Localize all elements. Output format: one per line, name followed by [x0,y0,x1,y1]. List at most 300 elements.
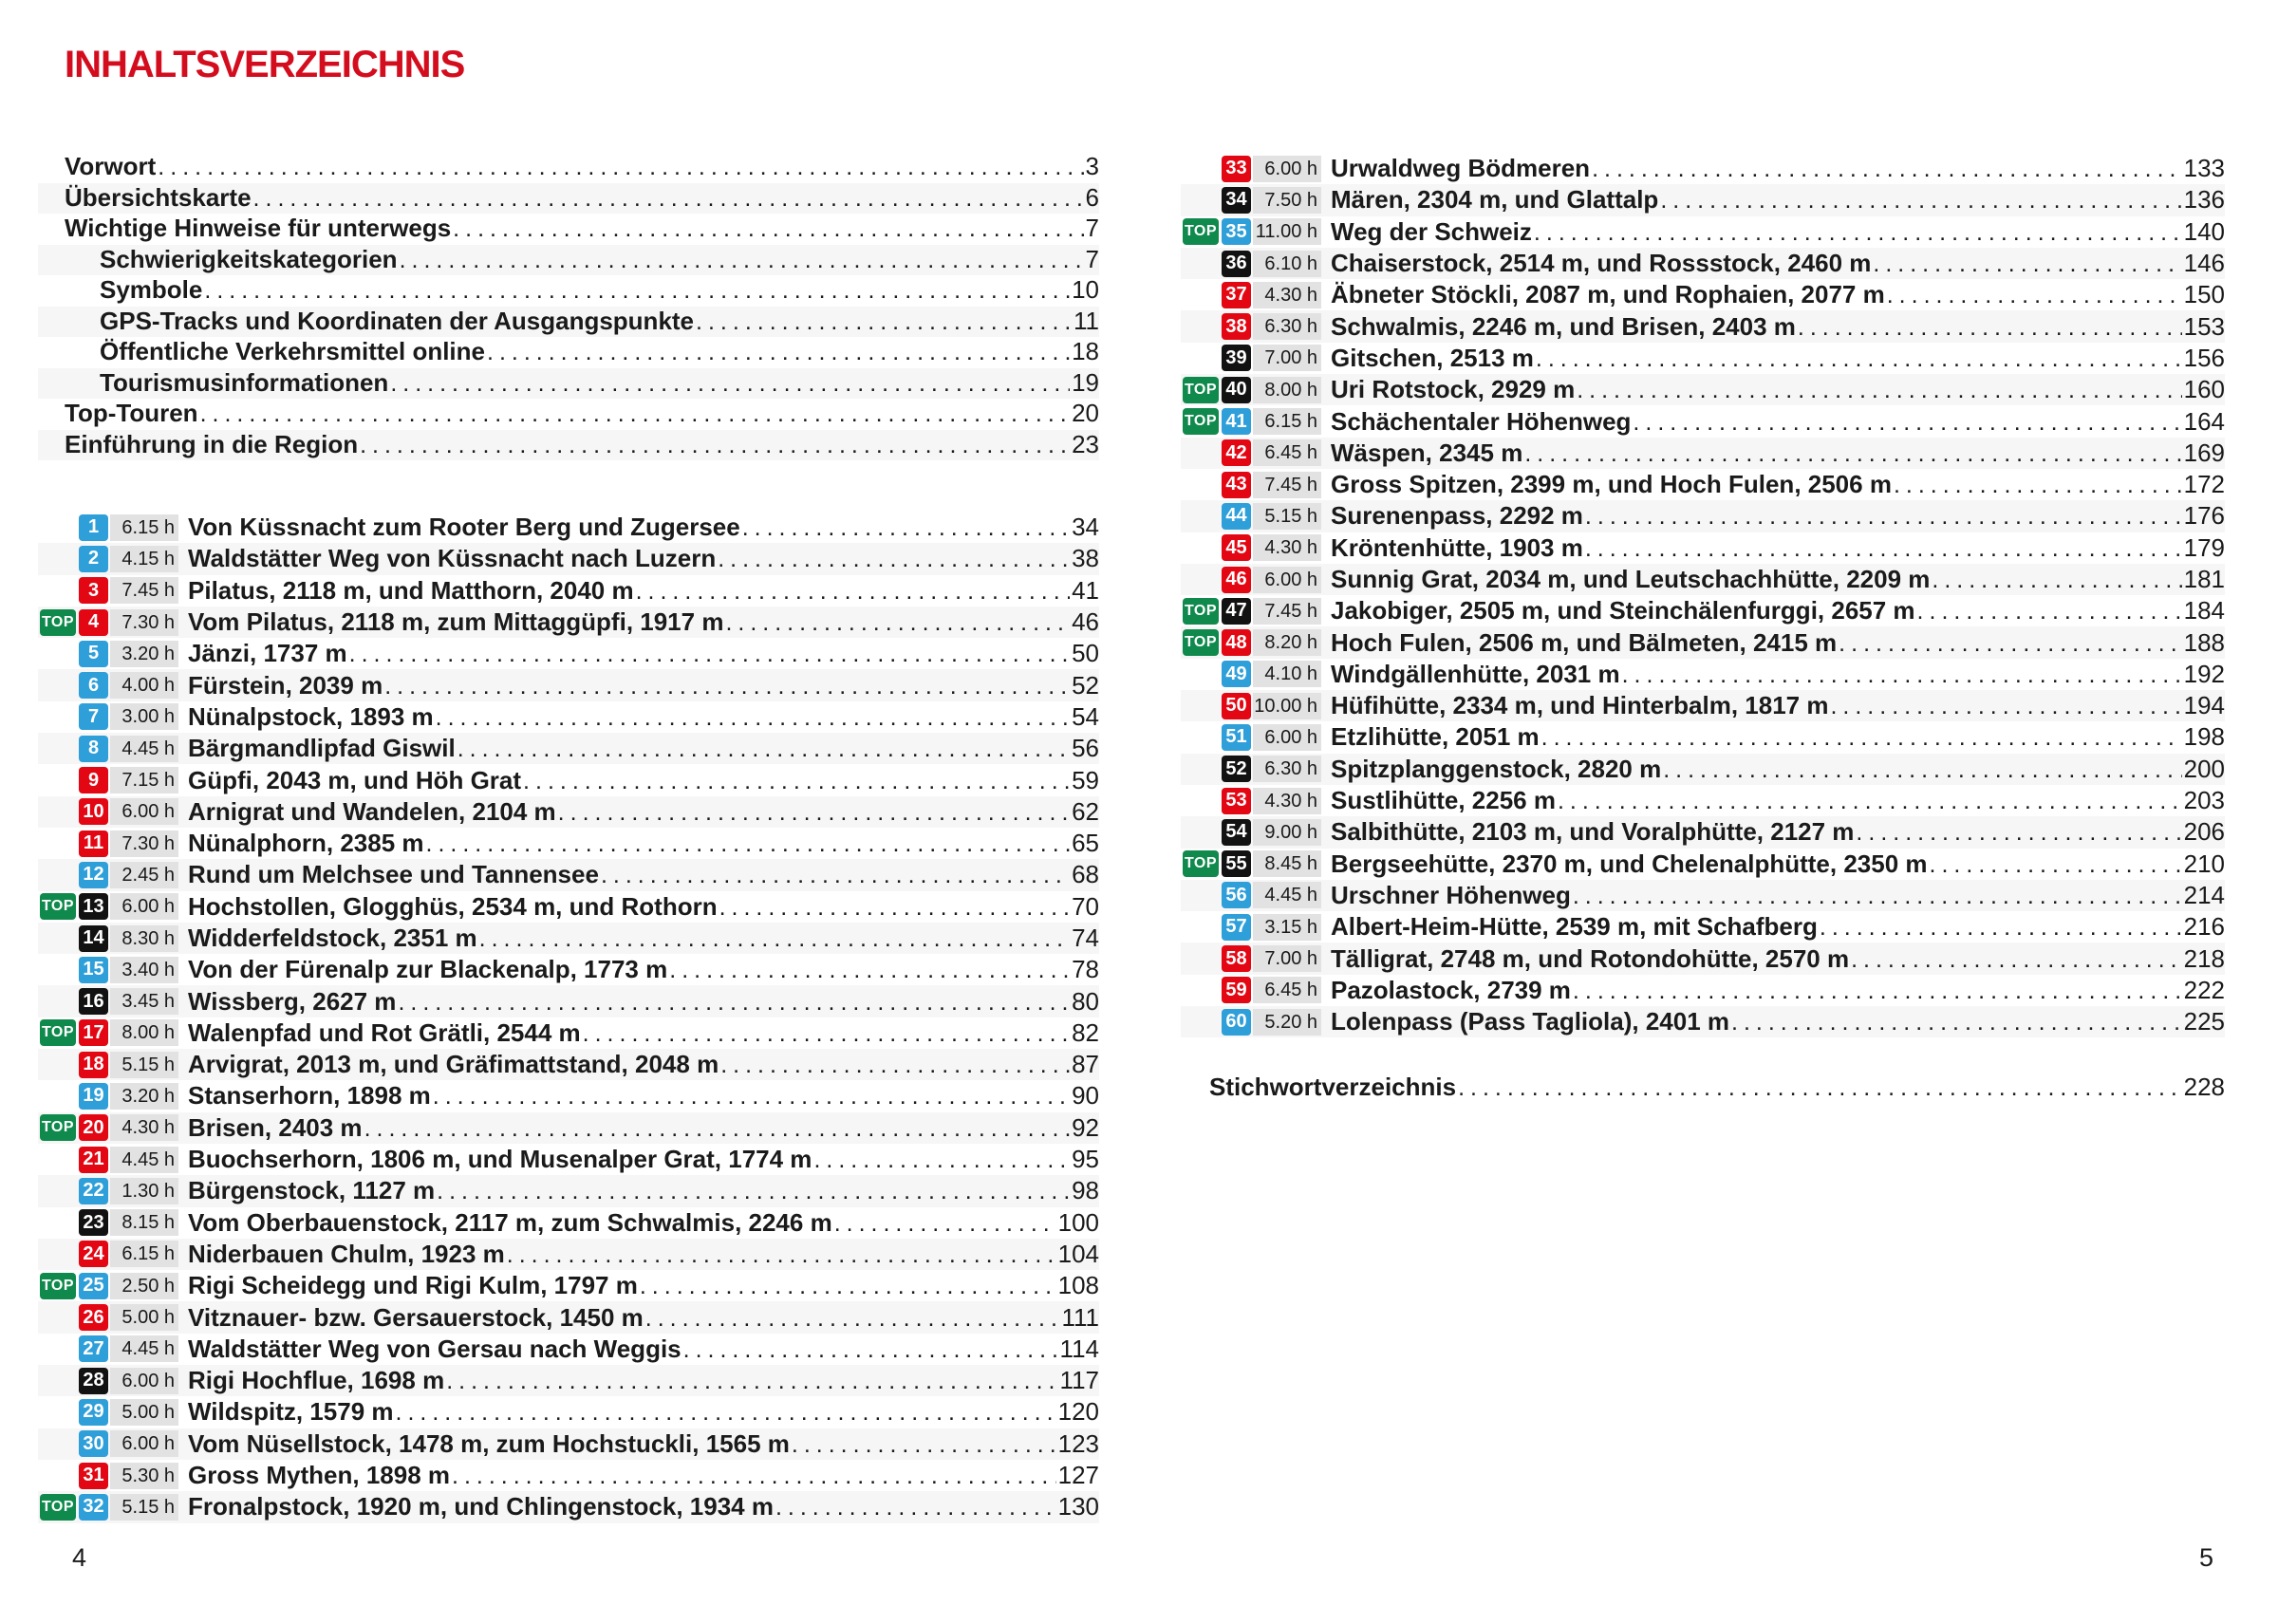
dot-leader [457,736,1070,763]
dot-leader [1458,1074,2182,1102]
tour-duration: 8.00 h [110,1019,178,1046]
toc-intro-row [38,152,1099,183]
tour-page-number: 98 [1072,1176,1099,1205]
tour-page-number: 52 [1072,670,1099,700]
tour-page-number: 192 [2183,659,2225,688]
tour-duration: 8.30 h [110,925,178,952]
dot-leader [1577,377,2181,404]
tour-page-number: 225 [2183,1007,2225,1036]
tour-entry [1331,976,2225,1005]
tour-title[interactable]: Spitzplanggenstock, 2820 m [1331,754,1662,783]
intro-label[interactable]: Öffentliche Verkehrsmittel online [100,337,485,365]
tour-title[interactable]: Surenenpass, 2292 m [1331,501,1583,531]
dot-leader [1830,693,2181,720]
tour-entry [188,955,1099,984]
intro-page-number: 23 [1072,429,1099,458]
toc-tour-row [38,1334,1099,1365]
tour-title[interactable]: Brisen, 2403 m [188,1112,363,1142]
tour-entry [188,1145,1099,1174]
tour-duration: 5.15 h [1253,503,1321,530]
top-badge-slot [38,1494,76,1521]
tour-entry [188,797,1099,827]
tour-page-number: 203 [2183,786,2225,815]
tour-title[interactable]: Windgällenhütte, 2031 m [1331,659,1620,688]
tour-duration: 8.20 h [1253,629,1321,656]
tour-title[interactable]: Uri Rotstock, 2929 m [1331,375,1576,404]
tour-duration: 7.45 h [1253,472,1321,498]
tour-entry [1331,755,2225,784]
intro-page-number: 10 [1072,275,1099,304]
tour-number-badge: 53 [1222,788,1251,814]
tour-title[interactable]: Nünalphorn, 2385 m [188,829,424,858]
tour-title[interactable]: Urschner Höhenweg [1331,880,1571,909]
tour-entry [188,1397,1099,1427]
tour-title[interactable]: Pazolastock, 2739 m [1331,975,1571,1004]
tour-title[interactable]: Nünalpstock, 1893 m [188,701,434,731]
tour-page-number: 92 [1072,1112,1099,1142]
dot-leader [1524,440,2181,468]
page-number-left: 4 [72,1543,87,1572]
toc-tour-row [38,1428,1099,1460]
dot-leader [645,1305,1060,1333]
tour-number-badge: 30 [79,1430,108,1457]
tour-number-badge: 32 [79,1494,108,1521]
tour-entry [188,513,1099,542]
toc-tour-row [1181,943,2225,974]
dot-leader [436,704,1070,732]
tour-duration: 6.30 h [1253,756,1321,782]
tour-title[interactable]: Gitschen, 2513 m [1331,343,1534,372]
tour-number-badge: 2 [79,546,108,572]
toc-tour-row [1181,754,2225,785]
toc-intro-row [38,245,1099,276]
tour-title[interactable]: Wissberg, 2627 m [188,986,397,1016]
tour-title[interactable]: Buochserhorn, 1806 m, und Musenalper Grat, 1774 m [188,1145,812,1174]
tour-page-number: 70 [1072,891,1099,921]
tour-entry [188,892,1099,922]
tour-page-number: 123 [1057,1428,1099,1458]
toc-tour-row [38,923,1099,954]
dot-leader [720,1052,1070,1079]
tour-entry [1331,344,2225,373]
tour-title[interactable]: Vom Oberbauenstock, 2117 m, zum Schwalmis, 2246 m [188,1207,832,1237]
tour-duration: 6.45 h [1253,439,1321,466]
tour-title[interactable]: Sunnig Grat, 2034 m, und Leutschachhütte, 2209 m [1331,565,1931,593]
intro-page-number: 11 [1074,306,1099,335]
dot-leader [558,799,1070,827]
tour-title[interactable]: Albert-Heim-Hütte, 2539 m, mit Schafberg [1331,912,1818,942]
toc-tour-row [38,701,1099,733]
dot-leader [1851,946,2182,974]
tour-page-number: 68 [1072,860,1099,889]
top-badge: TOP [40,1019,76,1046]
tour-title[interactable]: Lolenpass (Pass Tagliola), 2401 m [1331,1007,1730,1036]
dot-leader [384,673,1070,700]
tour-number-badge: 49 [1222,661,1251,687]
tour-title[interactable]: Schwalmis, 2246 m, und Brisen, 2403 m [1331,311,1796,341]
tour-entry [188,1113,1099,1143]
tour-duration: 11.00 h [1253,218,1321,245]
tour-title[interactable]: Bergseehütte, 2370 m, und Chelenalphütte, 2350 m [1331,849,1928,878]
toc-tour-row [38,1175,1099,1206]
tour-entry [188,860,1099,889]
toc-tour-row [1181,975,2225,1006]
top-badge-slot [38,1273,76,1299]
tour-number-badge: 59 [1222,977,1251,1003]
tour-number-badge: 31 [79,1463,108,1489]
top-badge-slot [1181,377,1219,403]
tour-number-badge: 52 [1222,756,1251,782]
top-badge-slot [38,609,76,636]
tour-page-number: 133 [2183,154,2225,183]
tour-title[interactable]: Arnigrat und Wandelen, 2104 m [188,796,556,826]
tour-page-number: 181 [2183,565,2225,593]
dot-leader [400,247,1084,274]
toc-tour-row [38,1460,1099,1491]
tour-title[interactable]: Walenpfad und Rot Grätli, 2544 m [188,1017,581,1047]
tour-entry [1331,533,2225,563]
tour-title[interactable]: Waldstätter Weg von Küssnacht nach Luzern [188,544,717,573]
dot-leader [507,1241,1056,1269]
tour-page-number: 216 [2183,912,2225,942]
tour-number-badge: 12 [79,862,108,888]
tour-title[interactable]: Rund um Melchsee und Tannensee [188,860,599,889]
tour-number-badge: 17 [79,1019,108,1046]
tour-title[interactable]: Chaiserstock, 2514 m, und Rossstock, 2460 m [1331,249,1872,278]
tour-entry [188,1461,1099,1490]
dot-leader [390,370,1070,398]
intro-label[interactable]: Übersichtskarte [65,182,252,212]
tour-title[interactable]: Jakobiger, 2505 m, und Steinchälenfurggi, 2657 m [1331,596,1915,625]
tour-title[interactable]: Sustlihütte, 2256 m [1331,786,1556,815]
toc-tour-row [1181,721,2225,753]
dot-leader [1917,598,2182,625]
tour-title[interactable]: Fürstein, 2039 m [188,670,383,700]
toc-tour-row [1181,849,2225,880]
tour-entry [1331,470,2225,499]
toc-tour-row [38,1396,1099,1428]
tour-title[interactable]: Von Küssnacht zum Rooter Berg und Zugersee [188,513,740,542]
tour-entry [1331,217,2225,247]
toc-tour-row [38,1049,1099,1080]
dot-leader [683,1336,1058,1364]
intro-label[interactable]: Symbole [100,275,203,304]
page-title: INHALTSVERZEICHNIS [65,44,465,85]
tour-title[interactable]: Jänzi, 1737 m [188,639,347,668]
dot-leader [1887,282,2182,309]
tour-number-badge: 29 [79,1399,108,1426]
tour-title[interactable]: Pilatus, 2118 m, und Matthorn, 2040 m [188,575,634,605]
tour-title[interactable]: Bärgmandlipfad Giswil [188,734,456,763]
toc-tour-row [38,1301,1099,1333]
top-badge: TOP [40,609,76,636]
tour-duration: 3.15 h [1253,914,1321,941]
dot-leader [719,894,1071,922]
tour-page-number: 78 [1072,955,1099,984]
dot-leader [1573,978,2182,1005]
intro-page-number: 7 [1085,214,1099,242]
tour-title[interactable]: Widderfeldstock, 2351 m [188,924,477,952]
tour-number-badge: 4 [79,609,108,636]
tour-duration: 7.00 h [1253,345,1321,371]
tour-page-number: 210 [2183,849,2225,878]
tour-number-badge: 27 [79,1335,108,1362]
dot-leader [158,154,1083,181]
tour-title[interactable]: Äbneter Stöckli, 2087 m, und Rophaien, 2077 m [1331,280,1885,309]
toc-tour-row [38,796,1099,828]
tour-duration: 4.30 h [1253,534,1321,561]
tour-entry [188,639,1099,668]
dot-leader [601,862,1070,889]
tour-entry [1331,596,2225,625]
tour-entry [188,1429,1099,1459]
dot-leader [1839,630,2181,658]
tour-title[interactable]: Gross Mythen, 1898 m [188,1461,450,1490]
tour-duration: 6.00 h [110,1368,178,1394]
tour-duration: 6.00 h [110,1430,178,1457]
tour-duration: 8.45 h [1253,850,1321,877]
tour-page-number: 50 [1072,639,1099,668]
tour-entry [188,734,1099,763]
tour-entry [1331,722,2225,752]
tour-title[interactable]: Vom Pilatus, 2118 m, zum Mittaggüpfi, 1917 m [188,607,724,637]
tour-page-number: 218 [2183,943,2225,973]
index-section [1181,1073,2225,1104]
top-badge: TOP [1183,598,1219,625]
tour-title[interactable]: Kröntenhütte, 1903 m [1331,532,1583,562]
dot-leader [1585,503,2182,531]
tour-title[interactable]: Von der Fürenalp zur Blackenalp, 1773 m [188,955,668,984]
dot-leader [1660,187,2181,215]
tour-number-badge: 24 [79,1241,108,1267]
tour-duration: 5.00 h [110,1304,178,1331]
tour-title[interactable]: Salbithütte, 2103 m, und Voralphütte, 2127 m [1331,817,1855,847]
tour-page-number: 90 [1072,1081,1099,1111]
tour-number-badge: 33 [1222,156,1251,182]
dot-leader [360,432,1070,459]
tour-entry [1331,881,2225,910]
tour-title[interactable]: Schächentaler Höhenweg [1331,406,1632,436]
tour-title[interactable]: Rigi Scheidegg und Rigi Kulm, 1797 m [188,1271,638,1300]
intro-page-number: 3 [1085,152,1099,180]
tour-number-badge: 3 [79,577,108,604]
tour-entry [188,1335,1099,1364]
tour-number-badge: 56 [1222,882,1251,908]
toc-tour-row [38,764,1099,795]
tour-title[interactable]: Stanserhorn, 1898 m [188,1081,431,1111]
tour-number-badge: 47 [1222,598,1251,625]
tour-title[interactable]: Weg der Schweiz [1331,216,1532,246]
tour-page-number: 188 [2183,627,2225,657]
top-badge-slot [38,1019,76,1046]
intro-section [38,152,1099,460]
tour-duration: 8.00 h [1253,377,1321,403]
tour-title[interactable]: Wildspitz, 1579 m [188,1397,394,1427]
tour-page-number: 194 [2183,691,2225,720]
tour-title[interactable]: Urwaldweg Bödmeren [1331,154,1591,183]
tour-number-badge: 54 [1222,819,1251,846]
tour-title[interactable]: Vitznauer- bzw. Gersauerstock, 1450 m [188,1302,644,1332]
tour-entry [188,607,1099,637]
dot-leader [813,1147,1070,1174]
toc-tour-row [38,985,1099,1017]
toc-tour-row [38,1080,1099,1111]
tour-entry [188,544,1099,573]
tour-entry [1331,944,2225,974]
dot-leader [452,1463,1056,1490]
toc-intro-row [38,214,1099,245]
page-number-right: 5 [2198,1543,2213,1572]
tour-duration: 2.50 h [110,1273,178,1299]
tour-title[interactable]: Fronalpstock, 1920 m, und Chlingenstock, 1934 m [188,1492,774,1521]
dot-leader [453,215,1083,243]
tour-duration: 7.30 h [110,609,178,636]
tour-title[interactable]: Bürgenstock, 1127 m [188,1176,436,1205]
tour-entry [188,1176,1099,1205]
tour-page-number: 156 [2183,343,2225,372]
toc-intro-row [1181,1073,2225,1104]
tour-page-number: 130 [1057,1492,1099,1521]
tour-page-number: 104 [1057,1239,1099,1268]
tour-duration: 5.30 h [110,1463,178,1489]
tour-title[interactable]: Wäspen, 2345 m [1331,438,1523,467]
dot-leader [433,1083,1070,1111]
toc-tour-row [1181,816,2225,848]
tour-page-number: 179 [2183,532,2225,562]
intro-label[interactable]: Vorwort [65,152,157,180]
tour-number-badge: 10 [79,798,108,825]
intro-label[interactable]: Einführung in die Region [65,429,359,458]
tour-number-badge: 46 [1222,567,1251,593]
top-badge: TOP [40,1273,76,1299]
dot-leader [1731,1009,2182,1036]
intro-page-number: 19 [1072,367,1099,397]
toc-tour-row [1181,343,2225,374]
tour-title[interactable]: Tälligrat, 2748 m, und Rotondohütte, 2570 m [1331,943,1850,973]
tour-number-badge: 57 [1222,914,1251,941]
dot-leader [398,989,1070,1017]
tour-duration: 6.15 h [110,1241,178,1267]
intro-label[interactable]: Tourismusinformationen [100,367,389,397]
intro-page-number: 228 [2183,1073,2225,1101]
dot-leader [1894,472,2182,499]
intro-page-number: 7 [1085,244,1099,273]
tour-number-badge: 41 [1222,408,1251,435]
tour-entry [188,1492,1099,1521]
tour-title[interactable]: Gross Spitzen, 2399 m, und Hoch Fulen, 2506 m [1331,470,1892,499]
toc-tour-row [38,575,1099,607]
tour-title[interactable]: Hoch Fulen, 2506 m, und Bälmeten, 2415 m [1331,627,1838,657]
top-badge: TOP [1183,629,1219,656]
intro-label[interactable]: Wichtige Hinweise für unterwegs [65,214,452,242]
tour-duration: 7.45 h [110,577,178,604]
dot-leader [523,768,1070,795]
tour-title[interactable]: Rigi Hochflue, 1698 m [188,1366,445,1395]
tour-duration: 4.10 h [1253,661,1321,687]
toc-tour-row [38,954,1099,985]
dot-leader [1663,756,2181,784]
toc-tour-row [1181,279,2225,310]
tour-title[interactable]: Etzlihütte, 2051 m [1331,722,1540,752]
tour-title[interactable]: Vom Nüsellstock, 1478 m, zum Hochstuckli, 1565 m [188,1428,790,1458]
tour-duration: 7.45 h [1253,598,1321,625]
tour-title[interactable]: Waldstätter Weg von Gersau nach Weggis [188,1334,682,1363]
tour-page-number: 65 [1072,829,1099,858]
tour-number-badge: 23 [79,1209,108,1236]
dot-leader [1820,914,2182,942]
toc-tour-row [38,1270,1099,1301]
tour-page-number: 95 [1072,1145,1099,1174]
tour-entry [1331,185,2225,215]
intro-label[interactable]: Stichwortverzeichnis [1209,1073,1457,1101]
tour-title[interactable]: Niderbauen Chulm, 1923 m [188,1239,505,1268]
intro-page-number: 18 [1072,337,1099,365]
dot-leader [1585,535,2182,563]
tour-page-number: 136 [2183,185,2225,215]
top-badge-slot [1181,629,1219,656]
dot-leader [1633,409,2181,437]
tour-title[interactable]: Hochstollen, Glogghüs, 2534 m, und Rothorn [188,891,718,921]
tour-number-badge: 14 [79,925,108,952]
tour-duration: 4.00 h [110,672,178,699]
tour-entry [1331,312,2225,342]
tour-duration: 4.30 h [1253,282,1321,308]
intro-label[interactable]: Schwierigkeitskategorien [100,244,398,273]
tour-duration: 9.00 h [1253,819,1321,846]
tour-number-badge: 22 [79,1178,108,1204]
tour-entry [188,1240,1099,1269]
tour-entry [1331,407,2225,437]
tour-duration: 3.20 h [110,641,178,667]
top-badge: TOP [1183,408,1219,435]
tour-number-badge: 48 [1222,629,1251,656]
tour-entry [188,576,1099,606]
toc-tour-row [1181,785,2225,816]
intro-label[interactable]: Top-Touren [65,399,198,427]
toc-tour-row [38,859,1099,890]
tour-title[interactable]: Hüfihütte, 2334 m, und Hinterbalm, 1817 m [1331,691,1829,720]
dot-leader [742,514,1070,542]
tour-page-number: 62 [1072,796,1099,826]
intro-label[interactable]: GPS-Tracks und Koordinaten der Ausgangspunkte [100,306,695,335]
tour-duration: 6.00 h [110,893,178,920]
dot-leader [1798,314,2182,342]
tour-entry [188,1208,1099,1238]
tour-page-number: 153 [2183,311,2225,341]
dot-leader [792,1431,1056,1459]
dot-leader [1592,156,2182,183]
tour-page-number: 74 [1072,924,1099,952]
tour-duration: 4.45 h [110,736,178,762]
tour-title[interactable]: Arvigrat, 2013 m, und Gräfimattstand, 2048 m [188,1050,719,1079]
tour-number-badge: 5 [79,641,108,667]
tour-duration: 4.30 h [110,1114,178,1141]
tour-number-badge: 35 [1222,218,1251,245]
tour-page-number: 80 [1072,986,1099,1016]
tour-title[interactable]: Mären, 2304 m, und Glattalp [1331,185,1659,215]
dot-leader [775,1494,1056,1521]
dot-leader [718,546,1070,573]
tour-page-number: 117 [1059,1366,1099,1395]
tour-entry [188,671,1099,700]
tour-entry [188,766,1099,795]
tour-title[interactable]: Güpfi, 2043 m, und Höh Grat [188,765,522,794]
dot-leader [1873,251,2181,278]
tour-number-badge: 26 [79,1304,108,1331]
tour-page-number: 184 [2183,596,2225,625]
tour-duration: 6.00 h [110,798,178,825]
tour-page-number: 172 [2183,470,2225,499]
